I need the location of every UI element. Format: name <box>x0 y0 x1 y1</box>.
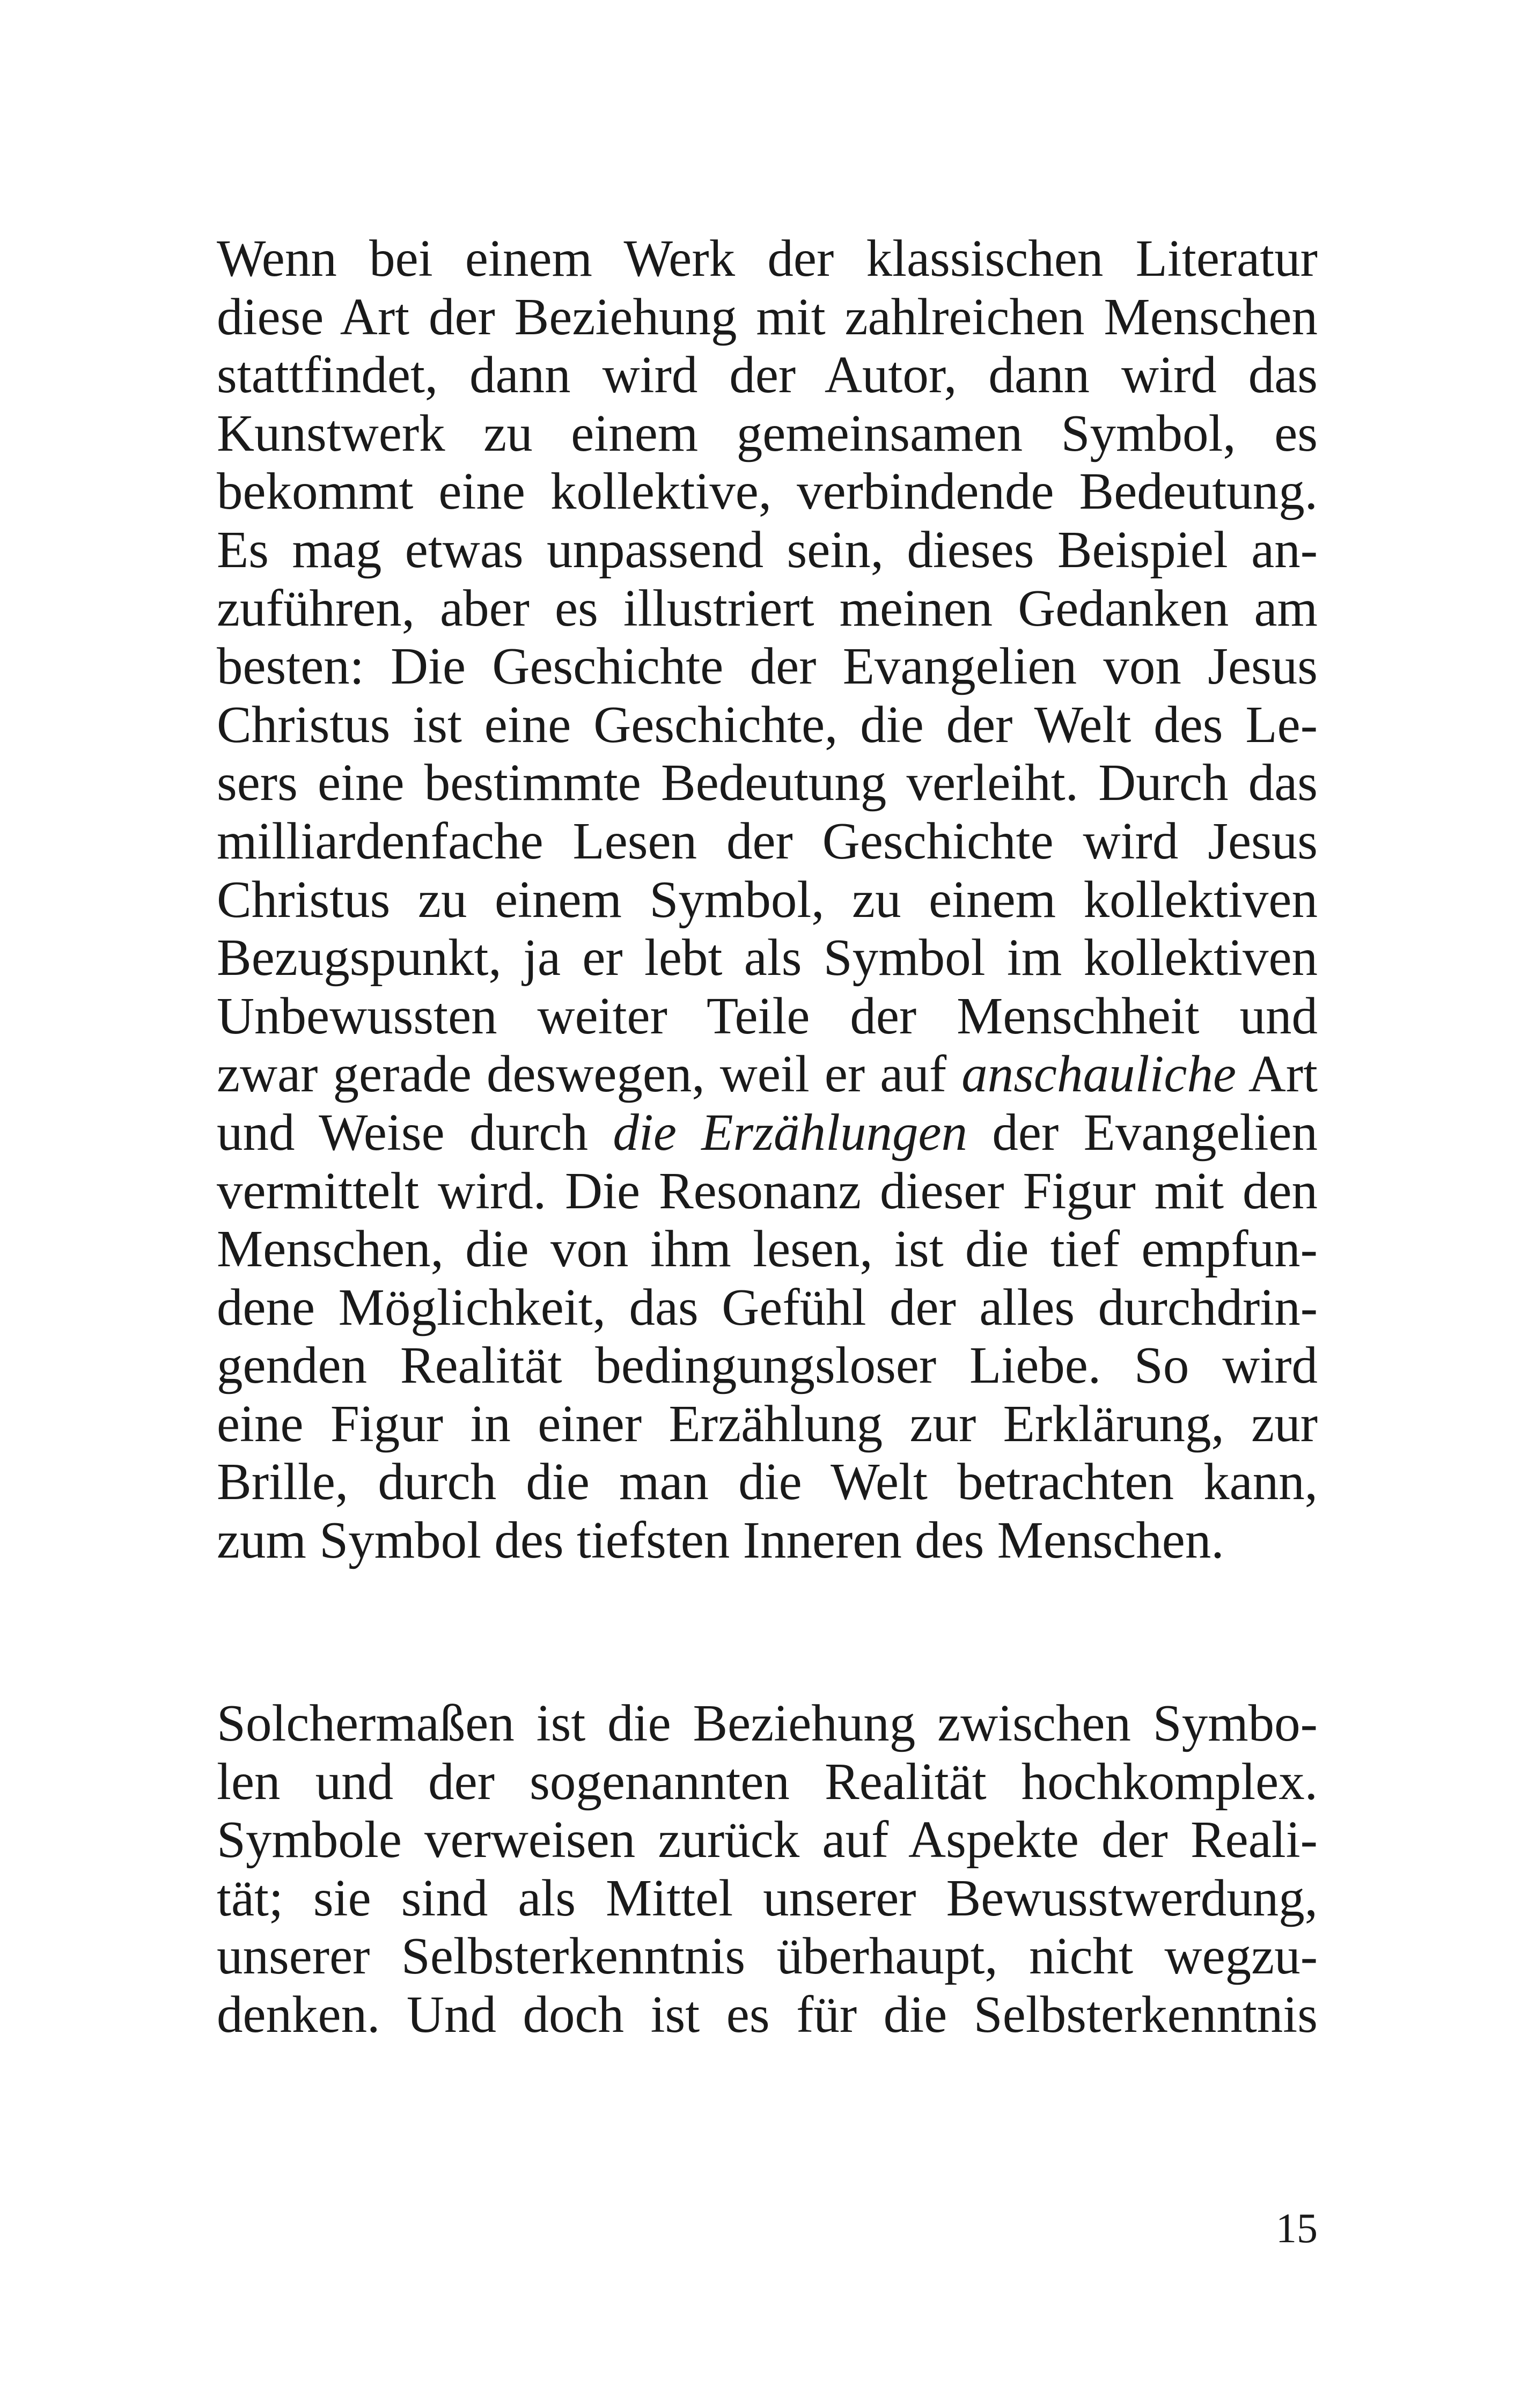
line-text-before: zwar gerade deswegen, weil er auf <box>217 1045 962 1103</box>
text-line: zuführen, aber es illustriert meinen Gedanken am <box>217 579 1318 637</box>
text-line: Unbewussten weiter Teile der Menschheit und <box>217 987 1318 1045</box>
text-line: denken. Und doch ist es für die Selbsterkenntnis <box>217 1985 1318 2043</box>
text-line: Es mag etwas unpassend sein, dieses Beispiel an- <box>217 520 1318 578</box>
text-line: besten: Die Geschichte der Evangelien von Jesus <box>217 637 1318 695</box>
text-line: eine Figur in einer Erzählung zur Erklärung, zur <box>217 1394 1318 1452</box>
line-text-before: und Weise durch <box>217 1103 613 1161</box>
text-line: Solchermaßen ist die Beziehung zwischen Symbo- <box>217 1694 1318 1752</box>
text-line: stattfindet, dann wird der Autor, dann wird das <box>217 346 1318 404</box>
line-text-after: Art <box>1236 1045 1318 1103</box>
text-line: dene Möglichkeit, das Gefühl der alles durchdrin- <box>217 1278 1318 1336</box>
text-line: Christus ist eine Geschichte, die der Welt des Le- <box>217 695 1318 753</box>
emphasized-word: anschauliche <box>961 1045 1236 1103</box>
paragraph-1 <box>217 230 1318 1570</box>
text-line: diese Art der Beziehung mit zahlreichen Menschen <box>217 288 1318 346</box>
text-line: Bezugspunkt, ja er lebt als Symbol im kollektiven <box>217 929 1318 987</box>
text-line: Christus zu einem Symbol, zu einem kollektiven <box>217 870 1318 928</box>
text-line: Menschen, die von ihm lesen, ist die tief empfun- <box>217 1220 1318 1278</box>
text-line: vermittelt wird. Die Resonanz dieser Figur mit den <box>217 1162 1318 1220</box>
text-line: milliardenfache Lesen der Geschichte wird Jesus <box>217 812 1318 870</box>
text-line-with-emphasis <box>217 1104 1318 1162</box>
text-line: sers eine bestimmte Bedeutung verleiht. Durch das <box>217 754 1318 812</box>
paragraph-2 <box>217 1694 1318 2044</box>
text-line: unserer Selbsterkenntnis überhaupt, nicht wegzu- <box>217 1927 1318 1985</box>
page-number: 15 <box>1276 2205 1318 2251</box>
text-line-with-emphasis <box>217 1045 1318 1104</box>
text-line: tät; sie sind als Mittel unserer Bewusstwerdung, <box>217 1869 1318 1927</box>
text-line: genden Realität bedingungsloser Liebe. So wird <box>217 1337 1318 1394</box>
emphasized-phrase: die Erzählungen <box>613 1103 968 1161</box>
text-line: zum Symbol des tiefsten Inneren des Menschen. <box>217 1511 1224 1569</box>
text-line: len und der sogenannten Realität hochkomplex. <box>217 1752 1318 1810</box>
line-text-after: der Evangelien <box>967 1103 1318 1161</box>
text-line: Brille, durch die man die Welt betrachten kann, <box>217 1453 1318 1511</box>
text-line: Wenn bei einem Werk der klassischen Literatur <box>217 230 1318 287</box>
text-line: Symbole verweisen zurück auf Aspekte der Reali- <box>217 1811 1318 1869</box>
text-line: Kunstwerk zu einem gemeinsamen Symbol, es <box>217 404 1318 462</box>
text-line: bekommt eine kollektive, verbindende Bedeutung. <box>217 462 1318 520</box>
